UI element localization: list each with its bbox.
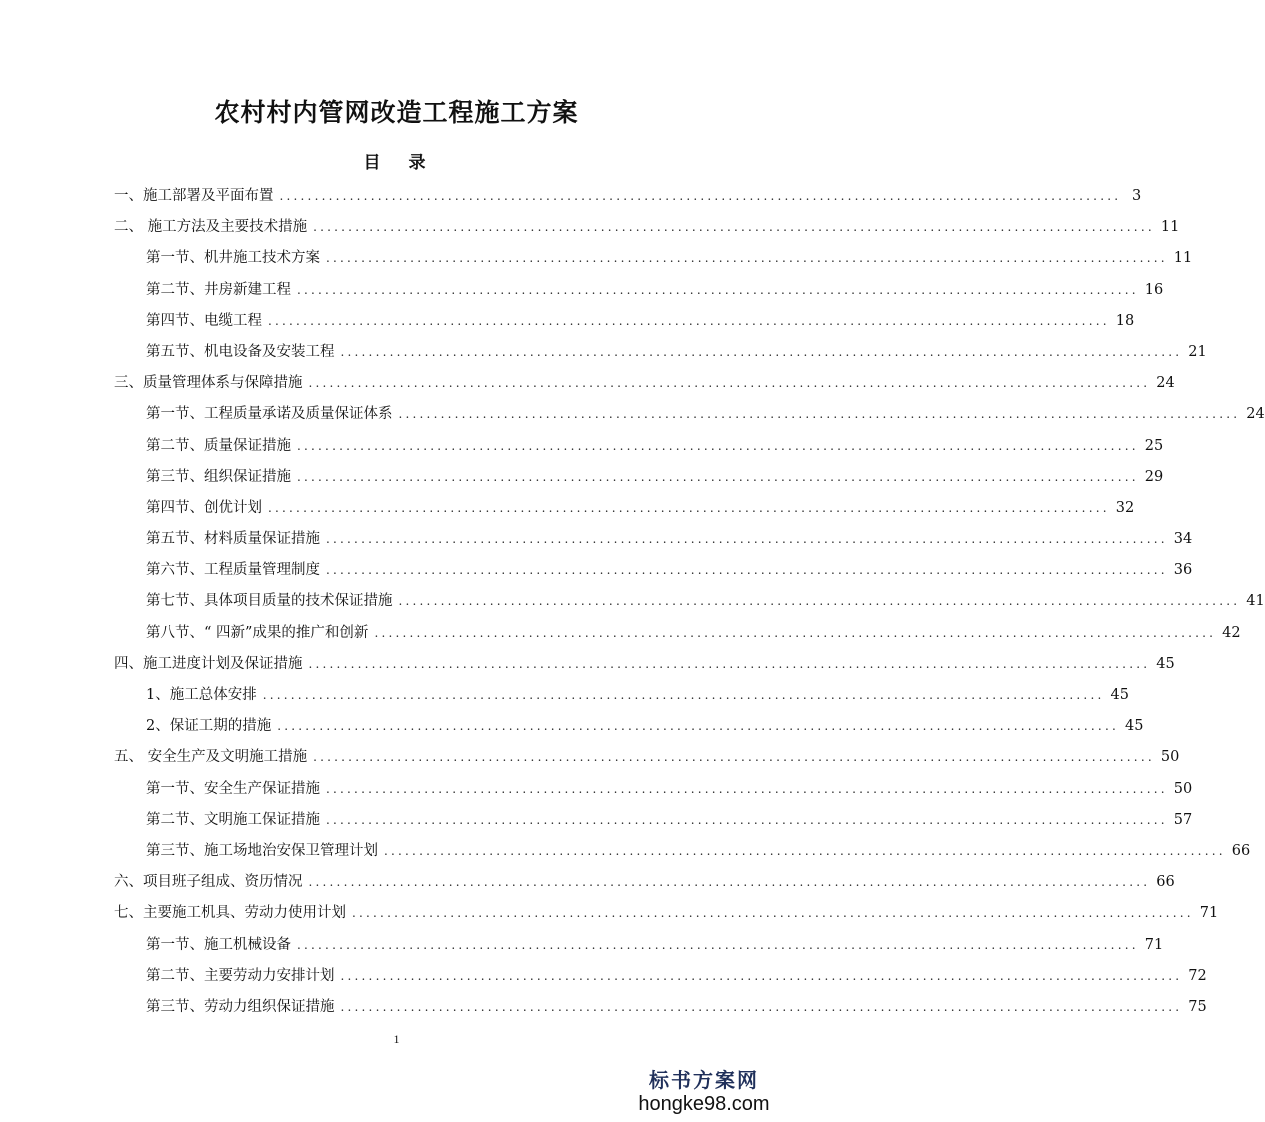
- toc-entry-label: 第五节、机电设备及安装工程: [146, 343, 335, 360]
- toc-entry-label: 第二节、文明施工保证措施: [146, 811, 320, 828]
- toc-entry[interactable]: [114, 836, 1251, 867]
- toc-entry[interactable]: [114, 243, 1193, 274]
- toc-entry-label: 第一节、安全生产保证措施: [146, 780, 320, 797]
- document-title: 农村村内管网改造工程施工方案: [214, 98, 579, 127]
- toc-dot-leader: ........................................................................................................................: [268, 500, 1110, 515]
- toc-entry-label: 第七节、具体项目质量的技术保证措施: [146, 593, 393, 610]
- toc-entry[interactable]: [114, 711, 1144, 742]
- toc-entry-page: 25: [1144, 437, 1164, 454]
- toc-entry[interactable]: [114, 399, 1265, 430]
- toc-entry-page: 41: [1246, 593, 1265, 610]
- toc-entry-label: 第四节、电缆工程: [146, 312, 262, 329]
- toc-entry[interactable]: [114, 493, 1135, 524]
- toc-entry[interactable]: [114, 431, 1164, 462]
- toc-dot-leader: ........................................................................................................................: [374, 625, 1217, 640]
- toc-entry[interactable]: [114, 337, 1207, 368]
- toc-entry-page: 66: [1231, 842, 1251, 859]
- toc-entry-label: 第六节、工程质量管理制度: [146, 562, 320, 579]
- toc-dot-leader: ........................................................................................................................: [398, 594, 1241, 609]
- toc-dot-leader: ........................................................................................................................: [297, 469, 1139, 484]
- toc-entry-page: 24: [1156, 375, 1175, 392]
- toc-entry[interactable]: [114, 774, 1193, 805]
- toc-entry-label: 第二节、质量保证措施: [146, 437, 291, 454]
- toc-entry-label: 1、施工总体安排: [146, 687, 257, 703]
- toc-entry-page: 66: [1156, 874, 1175, 891]
- toc-entry[interactable]: [114, 462, 1164, 493]
- toc-dot-leader: ........................................................................................................................: [297, 937, 1139, 952]
- toc-entry-label: 第五节、材料质量保证措施: [146, 531, 320, 548]
- toc-entry[interactable]: [114, 181, 1142, 212]
- toc-entry-page: 45: [1156, 655, 1175, 672]
- toc-dot-leader: ........................................................................................................................: [326, 251, 1168, 266]
- toc-entry-label: 第八节、“ 四新”成果的推广和创新: [146, 624, 369, 641]
- toc-entry-page: 3: [1132, 188, 1142, 204]
- toc-entry-page: 57: [1173, 811, 1193, 828]
- toc-entry-page: 32: [1115, 499, 1135, 516]
- toc-entry-label: 第三节、施工场地治安保卫管理计划: [146, 842, 378, 859]
- toc-dot-leader: ........................................................................................................................: [308, 376, 1151, 391]
- toc-entry-label: 五、 安全生产及文明施工措施: [114, 749, 308, 766]
- toc-entry-page: 42: [1222, 624, 1241, 641]
- toc-dot-leader: ........................................................................................................................: [313, 220, 1155, 235]
- toc-dot-leader: ........................................................................................................................: [308, 875, 1151, 890]
- toc-dot-leader: ........................................................................................................................: [297, 282, 1139, 297]
- toc-entry[interactable]: [114, 586, 1265, 617]
- toc-entry-page: 24: [1246, 406, 1265, 423]
- toc-entry-page: 11: [1173, 250, 1193, 267]
- toc-dot-leader: ........................................................................................................................: [352, 906, 1194, 921]
- toc-entry-label: 三、质量管理体系与保障措施: [114, 375, 303, 392]
- watermark-text-en: hongke98.com: [638, 1093, 770, 1115]
- toc-entry[interactable]: [114, 930, 1164, 961]
- toc-entry[interactable]: [114, 898, 1219, 929]
- toc-dot-leader: ........................................................................................................................: [326, 563, 1168, 578]
- toc-dot-leader: ........................................................................................................................: [262, 688, 1105, 702]
- toc-entry-page: 45: [1124, 718, 1144, 735]
- toc-entry-page: 50: [1160, 749, 1180, 766]
- toc-entry-page: 11: [1160, 219, 1180, 236]
- toc-entry-page: 29: [1144, 468, 1164, 485]
- toc-dot-leader: ........................................................................................................................: [340, 968, 1183, 983]
- toc-entry[interactable]: [114, 555, 1193, 586]
- toc-entry[interactable]: [114, 212, 1180, 243]
- toc-dot-leader: ........................................................................................................................: [326, 812, 1168, 827]
- toc-dot-leader: ........................................................................................................................: [313, 750, 1155, 765]
- toc-entry-label: 四、施工进度计划及保证措施: [114, 655, 303, 672]
- toc-entry-page: 16: [1144, 281, 1164, 298]
- toc-entry-label: 第一节、机井施工技术方案: [146, 250, 320, 267]
- toc-entry-label: 二、 施工方法及主要技术措施: [114, 219, 308, 236]
- toc-dot-leader: ........................................................................................................................: [340, 999, 1183, 1014]
- toc-dot-leader: ........................................................................................................................: [326, 532, 1168, 547]
- toc-dot-leader: ........................................................................................................................: [326, 781, 1168, 796]
- toc-entry-label: 第三节、劳动力组织保证措施: [146, 998, 335, 1015]
- toc-entry[interactable]: [114, 680, 1129, 711]
- toc-entry-label: 七、主要施工机具、劳动力使用计划: [114, 905, 346, 922]
- toc-entry-page: 71: [1199, 905, 1219, 922]
- toc-entry-label: 第一节、施工机械设备: [146, 936, 291, 953]
- toc-entry-label: 第一节、工程质量承诺及质量保证体系: [146, 406, 393, 423]
- toc-entry-page: 21: [1188, 343, 1207, 360]
- page-number: 1: [393, 1032, 400, 1046]
- toc-entry[interactable]: [114, 742, 1180, 773]
- toc-entry-label: 2、保证工期的措施: [146, 718, 272, 735]
- toc-entry-page: 50: [1173, 780, 1193, 797]
- table-of-contents: [114, 181, 1265, 1023]
- toc-entry-page: 72: [1188, 967, 1207, 984]
- toc-entry[interactable]: [114, 992, 1207, 1023]
- toc-heading: 目 录: [363, 153, 430, 173]
- toc-entry[interactable]: [114, 649, 1175, 680]
- toc-entry-label: 第二节、主要劳动力安排计划: [146, 967, 335, 984]
- toc-entry[interactable]: [114, 524, 1193, 555]
- toc-entry[interactable]: [114, 368, 1175, 399]
- toc-entry-page: 75: [1188, 998, 1207, 1015]
- toc-entry-page: 34: [1173, 531, 1193, 548]
- toc-dot-leader: ........................................................................................................................: [297, 438, 1139, 453]
- toc-entry[interactable]: [114, 306, 1135, 337]
- toc-dot-leader: ........................................................................................................................: [268, 313, 1110, 328]
- toc-entry[interactable]: [114, 961, 1207, 992]
- toc-entry-label: 六、项目班子组成、资历情况: [114, 874, 303, 891]
- toc-dot-leader: ........................................................................................................................: [340, 344, 1183, 359]
- toc-entry-page: 71: [1144, 936, 1164, 953]
- watermark-text-cn: 标书方案网: [649, 1068, 759, 1092]
- toc-entry[interactable]: [114, 275, 1164, 306]
- watermark-logo: [629, 1068, 779, 1116]
- toc-entry[interactable]: [114, 618, 1241, 649]
- toc-dot-leader: ........................................................................................................................: [398, 407, 1241, 422]
- toc-entry-page: 18: [1115, 312, 1135, 329]
- toc-entry-page: 36: [1173, 562, 1193, 579]
- toc-dot-leader: ........................................................................................................................: [277, 719, 1119, 734]
- toc-entry[interactable]: [114, 805, 1193, 836]
- toc-entry-label: 一、施工部署及平面布置: [114, 188, 274, 204]
- toc-entry[interactable]: [114, 867, 1175, 898]
- toc-entry-label: 第四节、创优计划: [146, 499, 262, 516]
- toc-entry-page: 45: [1110, 687, 1129, 703]
- toc-dot-leader: ........................................................................................................................: [279, 189, 1122, 203]
- toc-dot-leader: ........................................................................................................................: [308, 656, 1151, 671]
- toc-entry-label: 第三节、组织保证措施: [146, 468, 291, 485]
- toc-entry-label: 第二节、井房新建工程: [146, 281, 291, 298]
- toc-dot-leader: ........................................................................................................................: [384, 843, 1226, 858]
